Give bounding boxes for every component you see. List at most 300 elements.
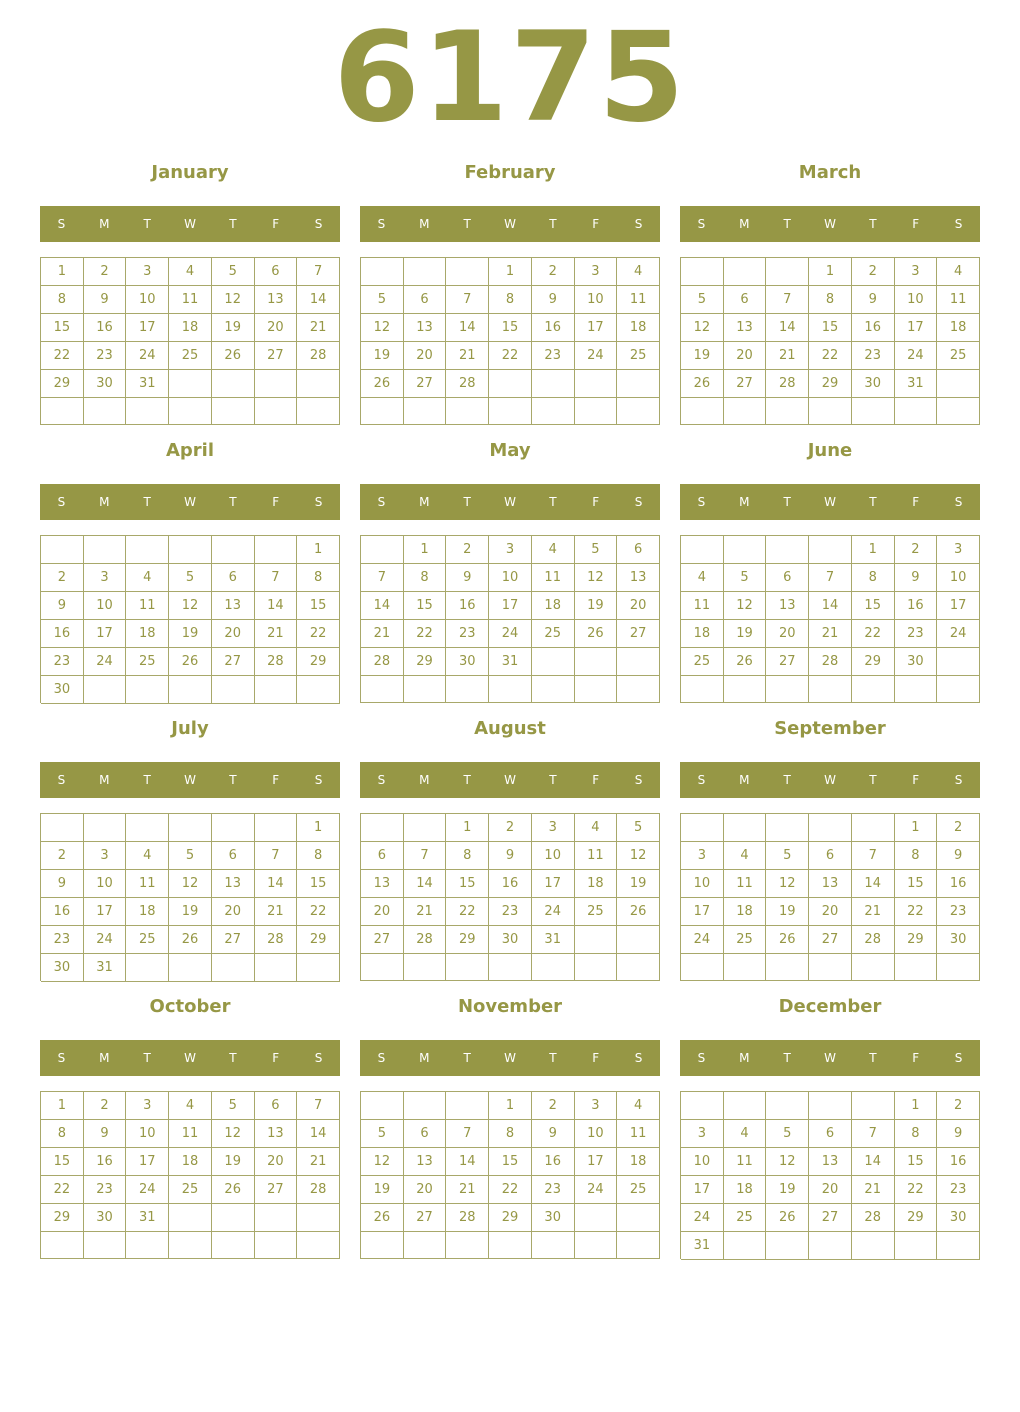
day-cell[interactable]: 30 [41, 676, 84, 704]
day-cell[interactable]: 15 [41, 314, 84, 342]
day-cell[interactable]: 18 [575, 870, 618, 898]
day-cell[interactable]: 16 [937, 870, 980, 898]
day-cell[interactable]: 29 [895, 1204, 938, 1232]
day-cell[interactable]: 11 [617, 286, 660, 314]
day-cell[interactable]: 19 [212, 314, 255, 342]
day-cell[interactable]: 28 [809, 648, 852, 676]
day-cell[interactable] [617, 676, 660, 703]
day-cell[interactable] [809, 398, 852, 425]
day-cell[interactable]: 3 [84, 842, 127, 870]
day-cell[interactable] [617, 926, 660, 954]
day-cell[interactable]: 4 [617, 258, 660, 286]
day-cell[interactable]: 25 [532, 620, 575, 648]
day-cell[interactable]: 30 [937, 1204, 980, 1232]
day-cell[interactable]: 28 [297, 1176, 340, 1204]
day-cell[interactable]: 2 [852, 258, 895, 286]
day-cell[interactable]: 8 [895, 1120, 938, 1148]
day-cell[interactable]: 13 [255, 286, 298, 314]
day-cell[interactable] [169, 954, 212, 982]
day-cell[interactable] [532, 370, 575, 398]
day-cell[interactable] [489, 954, 532, 981]
day-cell[interactable]: 29 [404, 648, 447, 676]
day-cell[interactable]: 21 [446, 1176, 489, 1204]
day-cell[interactable]: 23 [84, 342, 127, 370]
day-cell[interactable]: 6 [361, 842, 404, 870]
day-cell[interactable]: 9 [532, 1120, 575, 1148]
day-cell[interactable]: 16 [937, 1148, 980, 1176]
day-cell[interactable]: 2 [532, 1092, 575, 1120]
day-cell[interactable]: 1 [895, 814, 938, 842]
day-cell[interactable]: 22 [297, 898, 340, 926]
day-cell[interactable]: 29 [297, 648, 340, 676]
day-cell[interactable]: 21 [404, 898, 447, 926]
day-cell[interactable]: 7 [852, 1120, 895, 1148]
day-cell[interactable] [255, 954, 298, 982]
day-cell[interactable]: 2 [937, 1092, 980, 1120]
day-cell[interactable]: 28 [297, 342, 340, 370]
day-cell[interactable] [446, 258, 489, 286]
day-cell[interactable] [489, 398, 532, 425]
day-cell[interactable] [446, 1232, 489, 1259]
day-cell[interactable]: 19 [766, 898, 809, 926]
day-cell[interactable]: 17 [575, 1148, 618, 1176]
day-cell[interactable]: 21 [297, 1148, 340, 1176]
day-cell[interactable]: 5 [361, 286, 404, 314]
day-cell[interactable]: 1 [852, 536, 895, 564]
day-cell[interactable] [126, 676, 169, 704]
day-cell[interactable]: 6 [809, 842, 852, 870]
day-cell[interactable]: 3 [681, 1120, 724, 1148]
day-cell[interactable]: 14 [852, 1148, 895, 1176]
day-cell[interactable]: 17 [489, 592, 532, 620]
day-cell[interactable]: 9 [446, 564, 489, 592]
day-cell[interactable]: 4 [169, 1092, 212, 1120]
day-cell[interactable]: 13 [809, 1148, 852, 1176]
day-cell[interactable]: 23 [41, 926, 84, 954]
day-cell[interactable] [575, 954, 618, 981]
day-cell[interactable] [212, 1204, 255, 1232]
day-cell[interactable]: 10 [84, 870, 127, 898]
day-cell[interactable] [446, 1092, 489, 1120]
day-cell[interactable]: 1 [41, 258, 84, 286]
day-cell[interactable] [809, 814, 852, 842]
day-cell[interactable]: 1 [297, 536, 340, 564]
day-cell[interactable]: 14 [255, 592, 298, 620]
day-cell[interactable]: 21 [852, 898, 895, 926]
day-cell[interactable]: 9 [937, 842, 980, 870]
day-cell[interactable]: 7 [446, 286, 489, 314]
day-cell[interactable]: 3 [532, 814, 575, 842]
day-cell[interactable]: 7 [766, 286, 809, 314]
day-cell[interactable] [41, 1232, 84, 1259]
day-cell[interactable]: 30 [937, 926, 980, 954]
day-cell[interactable]: 16 [852, 314, 895, 342]
day-cell[interactable]: 1 [297, 814, 340, 842]
day-cell[interactable] [532, 954, 575, 981]
day-cell[interactable] [532, 398, 575, 425]
day-cell[interactable] [852, 1092, 895, 1120]
day-cell[interactable] [766, 258, 809, 286]
day-cell[interactable]: 6 [766, 564, 809, 592]
day-cell[interactable]: 28 [852, 926, 895, 954]
day-cell[interactable]: 3 [489, 536, 532, 564]
day-cell[interactable]: 4 [937, 258, 980, 286]
day-cell[interactable]: 29 [852, 648, 895, 676]
day-cell[interactable]: 16 [489, 870, 532, 898]
day-cell[interactable]: 8 [895, 842, 938, 870]
day-cell[interactable]: 30 [84, 1204, 127, 1232]
day-cell[interactable] [212, 1232, 255, 1259]
day-cell[interactable] [852, 676, 895, 703]
day-cell[interactable]: 2 [41, 564, 84, 592]
day-cell[interactable]: 9 [41, 592, 84, 620]
day-cell[interactable] [681, 814, 724, 842]
day-cell[interactable]: 5 [212, 1092, 255, 1120]
day-cell[interactable] [212, 814, 255, 842]
day-cell[interactable]: 28 [255, 926, 298, 954]
day-cell[interactable]: 30 [852, 370, 895, 398]
day-cell[interactable]: 20 [404, 342, 447, 370]
day-cell[interactable]: 27 [404, 1204, 447, 1232]
day-cell[interactable]: 21 [766, 342, 809, 370]
day-cell[interactable] [809, 1092, 852, 1120]
day-cell[interactable] [766, 1232, 809, 1260]
day-cell[interactable]: 17 [84, 620, 127, 648]
day-cell[interactable]: 14 [766, 314, 809, 342]
day-cell[interactable] [766, 536, 809, 564]
day-cell[interactable]: 9 [41, 870, 84, 898]
day-cell[interactable]: 19 [766, 1176, 809, 1204]
day-cell[interactable]: 10 [84, 592, 127, 620]
day-cell[interactable]: 12 [361, 1148, 404, 1176]
day-cell[interactable]: 16 [41, 898, 84, 926]
day-cell[interactable]: 26 [766, 926, 809, 954]
day-cell[interactable]: 22 [446, 898, 489, 926]
day-cell[interactable]: 23 [852, 342, 895, 370]
day-cell[interactable]: 8 [489, 286, 532, 314]
day-cell[interactable]: 12 [212, 1120, 255, 1148]
day-cell[interactable]: 14 [297, 1120, 340, 1148]
day-cell[interactable] [41, 398, 84, 425]
day-cell[interactable] [126, 814, 169, 842]
day-cell[interactable]: 13 [766, 592, 809, 620]
day-cell[interactable]: 31 [489, 648, 532, 676]
day-cell[interactable]: 24 [84, 648, 127, 676]
day-cell[interactable]: 7 [361, 564, 404, 592]
day-cell[interactable]: 4 [169, 258, 212, 286]
day-cell[interactable]: 8 [404, 564, 447, 592]
day-cell[interactable] [404, 1092, 447, 1120]
day-cell[interactable]: 11 [617, 1120, 660, 1148]
day-cell[interactable]: 27 [212, 648, 255, 676]
day-cell[interactable]: 11 [126, 870, 169, 898]
day-cell[interactable]: 27 [724, 370, 767, 398]
day-cell[interactable]: 23 [41, 648, 84, 676]
day-cell[interactable]: 27 [617, 620, 660, 648]
day-cell[interactable]: 22 [489, 1176, 532, 1204]
day-cell[interactable] [212, 398, 255, 425]
day-cell[interactable]: 6 [617, 536, 660, 564]
day-cell[interactable]: 5 [681, 286, 724, 314]
day-cell[interactable] [617, 398, 660, 425]
day-cell[interactable] [895, 398, 938, 425]
day-cell[interactable]: 13 [212, 592, 255, 620]
day-cell[interactable]: 25 [169, 1176, 212, 1204]
day-cell[interactable]: 22 [41, 1176, 84, 1204]
day-cell[interactable] [895, 954, 938, 981]
day-cell[interactable]: 23 [895, 620, 938, 648]
day-cell[interactable]: 12 [766, 1148, 809, 1176]
day-cell[interactable] [489, 1232, 532, 1259]
day-cell[interactable] [126, 954, 169, 982]
day-cell[interactable]: 1 [895, 1092, 938, 1120]
day-cell[interactable]: 22 [41, 342, 84, 370]
day-cell[interactable]: 26 [361, 1204, 404, 1232]
day-cell[interactable]: 4 [532, 536, 575, 564]
day-cell[interactable]: 5 [169, 842, 212, 870]
day-cell[interactable] [937, 676, 980, 703]
day-cell[interactable]: 30 [489, 926, 532, 954]
day-cell[interactable] [937, 648, 980, 676]
day-cell[interactable]: 27 [404, 370, 447, 398]
day-cell[interactable] [84, 676, 127, 704]
day-cell[interactable]: 13 [617, 564, 660, 592]
day-cell[interactable]: 31 [532, 926, 575, 954]
day-cell[interactable]: 25 [169, 342, 212, 370]
day-cell[interactable]: 23 [532, 1176, 575, 1204]
day-cell[interactable]: 7 [255, 842, 298, 870]
day-cell[interactable] [297, 676, 340, 704]
day-cell[interactable]: 25 [724, 926, 767, 954]
day-cell[interactable] [681, 676, 724, 703]
day-cell[interactable]: 12 [212, 286, 255, 314]
day-cell[interactable]: 7 [852, 842, 895, 870]
day-cell[interactable] [724, 1092, 767, 1120]
day-cell[interactable] [169, 676, 212, 704]
day-cell[interactable]: 8 [41, 1120, 84, 1148]
day-cell[interactable]: 16 [41, 620, 84, 648]
day-cell[interactable]: 25 [575, 898, 618, 926]
day-cell[interactable] [84, 1232, 127, 1259]
day-cell[interactable] [617, 954, 660, 981]
day-cell[interactable]: 19 [361, 342, 404, 370]
day-cell[interactable] [361, 814, 404, 842]
day-cell[interactable] [446, 954, 489, 981]
day-cell[interactable]: 4 [126, 842, 169, 870]
day-cell[interactable]: 1 [489, 258, 532, 286]
day-cell[interactable]: 7 [809, 564, 852, 592]
day-cell[interactable] [297, 370, 340, 398]
day-cell[interactable]: 21 [446, 342, 489, 370]
day-cell[interactable]: 10 [575, 1120, 618, 1148]
day-cell[interactable]: 13 [255, 1120, 298, 1148]
day-cell[interactable]: 6 [255, 1092, 298, 1120]
day-cell[interactable] [126, 1232, 169, 1259]
day-cell[interactable]: 2 [489, 814, 532, 842]
day-cell[interactable]: 8 [852, 564, 895, 592]
day-cell[interactable]: 1 [41, 1092, 84, 1120]
day-cell[interactable]: 3 [937, 536, 980, 564]
day-cell[interactable]: 11 [724, 1148, 767, 1176]
day-cell[interactable]: 26 [212, 342, 255, 370]
day-cell[interactable] [575, 676, 618, 703]
day-cell[interactable] [766, 676, 809, 703]
day-cell[interactable]: 6 [809, 1120, 852, 1148]
day-cell[interactable]: 22 [895, 1176, 938, 1204]
day-cell[interactable]: 31 [84, 954, 127, 982]
day-cell[interactable] [724, 258, 767, 286]
day-cell[interactable] [532, 1232, 575, 1259]
day-cell[interactable]: 16 [84, 1148, 127, 1176]
day-cell[interactable] [404, 398, 447, 425]
day-cell[interactable] [255, 536, 298, 564]
day-cell[interactable]: 8 [41, 286, 84, 314]
day-cell[interactable] [297, 1204, 340, 1232]
day-cell[interactable]: 27 [809, 926, 852, 954]
day-cell[interactable]: 24 [84, 926, 127, 954]
day-cell[interactable] [937, 398, 980, 425]
day-cell[interactable]: 7 [446, 1120, 489, 1148]
day-cell[interactable]: 15 [809, 314, 852, 342]
day-cell[interactable] [84, 536, 127, 564]
day-cell[interactable]: 4 [575, 814, 618, 842]
day-cell[interactable] [255, 1232, 298, 1259]
day-cell[interactable] [575, 648, 618, 676]
day-cell[interactable]: 26 [617, 898, 660, 926]
day-cell[interactable]: 29 [297, 926, 340, 954]
day-cell[interactable] [41, 814, 84, 842]
day-cell[interactable]: 3 [681, 842, 724, 870]
day-cell[interactable] [852, 1232, 895, 1260]
day-cell[interactable]: 11 [126, 592, 169, 620]
day-cell[interactable]: 24 [895, 342, 938, 370]
day-cell[interactable]: 15 [41, 1148, 84, 1176]
day-cell[interactable]: 9 [937, 1120, 980, 1148]
day-cell[interactable] [255, 1204, 298, 1232]
day-cell[interactable]: 14 [297, 286, 340, 314]
day-cell[interactable]: 2 [937, 814, 980, 842]
day-cell[interactable]: 19 [724, 620, 767, 648]
day-cell[interactable]: 12 [681, 314, 724, 342]
day-cell[interactable]: 6 [212, 564, 255, 592]
day-cell[interactable] [404, 814, 447, 842]
day-cell[interactable]: 1 [809, 258, 852, 286]
day-cell[interactable]: 12 [361, 314, 404, 342]
day-cell[interactable] [895, 1232, 938, 1260]
day-cell[interactable]: 3 [575, 1092, 618, 1120]
day-cell[interactable]: 16 [532, 314, 575, 342]
day-cell[interactable]: 16 [532, 1148, 575, 1176]
day-cell[interactable]: 9 [84, 1120, 127, 1148]
day-cell[interactable]: 24 [937, 620, 980, 648]
day-cell[interactable]: 15 [297, 870, 340, 898]
day-cell[interactable] [404, 1232, 447, 1259]
day-cell[interactable]: 25 [126, 648, 169, 676]
day-cell[interactable]: 17 [575, 314, 618, 342]
day-cell[interactable]: 21 [255, 620, 298, 648]
day-cell[interactable]: 5 [169, 564, 212, 592]
day-cell[interactable] [681, 1092, 724, 1120]
day-cell[interactable]: 24 [681, 1204, 724, 1232]
day-cell[interactable] [404, 258, 447, 286]
day-cell[interactable]: 22 [895, 898, 938, 926]
day-cell[interactable]: 15 [489, 314, 532, 342]
day-cell[interactable]: 15 [852, 592, 895, 620]
day-cell[interactable]: 11 [937, 286, 980, 314]
day-cell[interactable]: 21 [809, 620, 852, 648]
day-cell[interactable]: 9 [895, 564, 938, 592]
day-cell[interactable]: 13 [809, 870, 852, 898]
day-cell[interactable]: 28 [361, 648, 404, 676]
day-cell[interactable]: 19 [212, 1148, 255, 1176]
day-cell[interactable]: 11 [532, 564, 575, 592]
day-cell[interactable]: 17 [126, 1148, 169, 1176]
day-cell[interactable]: 27 [809, 1204, 852, 1232]
day-cell[interactable]: 4 [126, 564, 169, 592]
day-cell[interactable] [297, 1232, 340, 1259]
day-cell[interactable]: 20 [617, 592, 660, 620]
day-cell[interactable]: 15 [404, 592, 447, 620]
day-cell[interactable] [852, 954, 895, 981]
day-cell[interactable]: 21 [852, 1176, 895, 1204]
day-cell[interactable] [575, 1204, 618, 1232]
day-cell[interactable] [617, 370, 660, 398]
day-cell[interactable]: 28 [255, 648, 298, 676]
day-cell[interactable]: 7 [297, 1092, 340, 1120]
day-cell[interactable]: 14 [361, 592, 404, 620]
day-cell[interactable]: 26 [361, 370, 404, 398]
day-cell[interactable] [361, 258, 404, 286]
day-cell[interactable] [169, 370, 212, 398]
day-cell[interactable]: 25 [617, 342, 660, 370]
day-cell[interactable] [84, 398, 127, 425]
day-cell[interactable]: 27 [766, 648, 809, 676]
day-cell[interactable]: 2 [446, 536, 489, 564]
day-cell[interactable] [724, 1232, 767, 1260]
day-cell[interactable]: 13 [724, 314, 767, 342]
day-cell[interactable]: 20 [255, 314, 298, 342]
day-cell[interactable] [169, 398, 212, 425]
day-cell[interactable]: 7 [404, 842, 447, 870]
day-cell[interactable]: 13 [404, 1148, 447, 1176]
day-cell[interactable]: 9 [852, 286, 895, 314]
day-cell[interactable]: 12 [724, 592, 767, 620]
day-cell[interactable]: 17 [681, 898, 724, 926]
day-cell[interactable]: 30 [446, 648, 489, 676]
day-cell[interactable]: 20 [212, 898, 255, 926]
day-cell[interactable]: 30 [895, 648, 938, 676]
day-cell[interactable]: 26 [766, 1204, 809, 1232]
day-cell[interactable]: 11 [169, 1120, 212, 1148]
day-cell[interactable]: 30 [532, 1204, 575, 1232]
day-cell[interactable] [255, 814, 298, 842]
day-cell[interactable]: 29 [446, 926, 489, 954]
day-cell[interactable] [126, 398, 169, 425]
day-cell[interactable]: 18 [169, 314, 212, 342]
day-cell[interactable]: 16 [895, 592, 938, 620]
day-cell[interactable] [169, 1232, 212, 1259]
day-cell[interactable]: 4 [681, 564, 724, 592]
day-cell[interactable] [766, 954, 809, 981]
day-cell[interactable]: 27 [255, 342, 298, 370]
day-cell[interactable] [852, 398, 895, 425]
day-cell[interactable]: 14 [446, 1148, 489, 1176]
day-cell[interactable] [937, 954, 980, 981]
day-cell[interactable]: 17 [84, 898, 127, 926]
day-cell[interactable]: 19 [575, 592, 618, 620]
day-cell[interactable]: 13 [404, 314, 447, 342]
day-cell[interactable]: 17 [532, 870, 575, 898]
